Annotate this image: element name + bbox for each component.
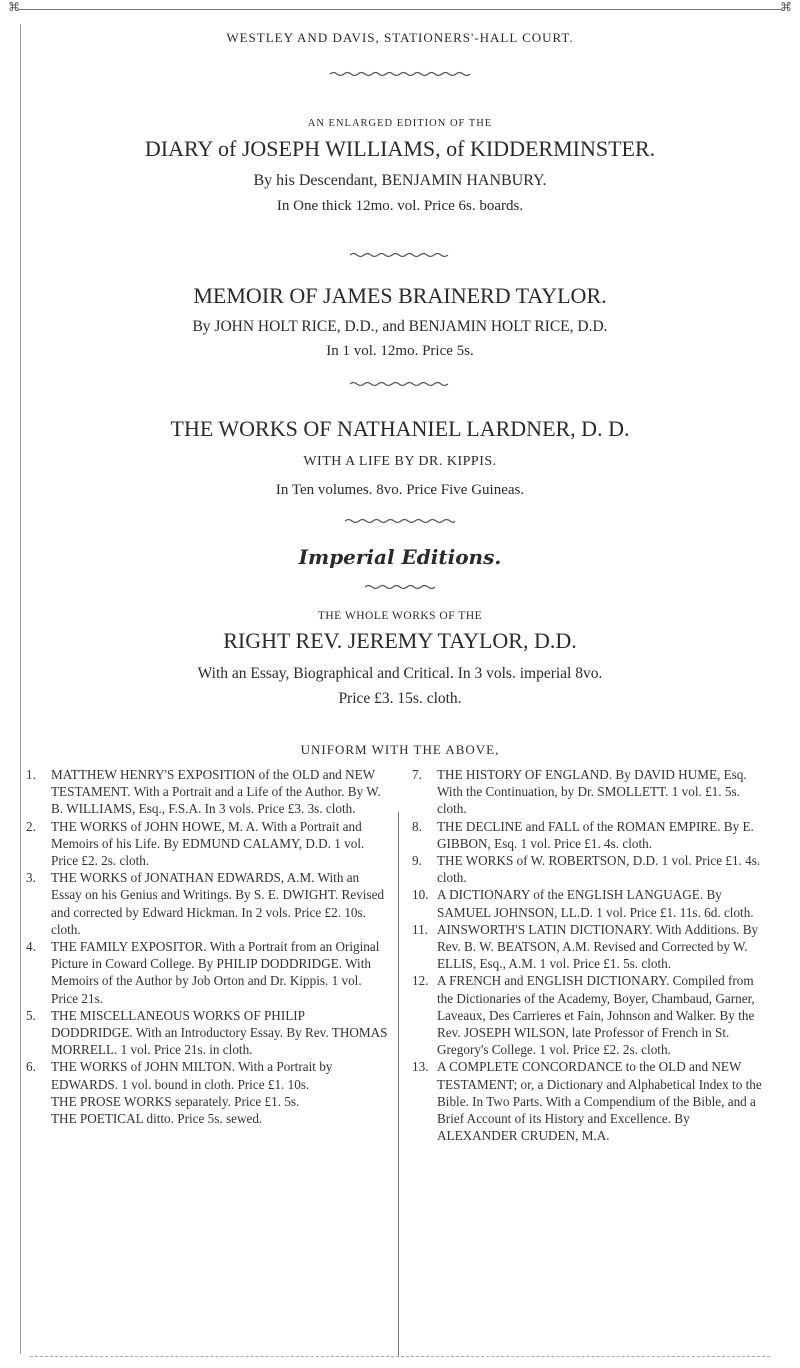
wavy-rule <box>345 518 455 524</box>
memoir-details: In 1 vol. 12mo. Price 5s. <box>326 343 474 359</box>
list-item: 3. THE WORKS of JONATHAN EDWARDS, A.M. With an Essay on his Genius and Writings. By S. E. DWIGHT. Revised and corrected by Edward Hickman. In 2 vols. Price £2. 10s. cloth. <box>26 870 385 937</box>
right-column <box>412 766 770 1144</box>
left-margin-line <box>20 24 21 1354</box>
list-item: 9. THE WORKS of W. ROBERTSON, D.D. 1 vol. Price £1. 4s. cloth. <box>412 853 761 886</box>
list-item: 4. THE FAMILY EXPOSITOR. With a Portrait from an Original Picture in Coward College. By PHILIP DODDRIDGE. With Memoirs of the Author by Job Orton and Dr. Kippis. 1 vol. Price 21s. <box>26 939 380 1006</box>
list-item-tail: THE PROSE WORKS separately. Price £1. 5s. <box>51 1093 300 1109</box>
list-item: 11. AINSWORTH'S LATIN DICTIONARY. With Additions. By Rev. B. W. BEATSON, A.M. Revised and Corrected by W. ELLIS, Esq., A.M. 1 vol. Price £1. 5s. cloth. <box>412 921 759 972</box>
list-item: 6. THE WORKS of JOHN MILTON. With a Portrait by EDWARDS. 1 vol. bound in cloth. Price £1. 10s. <box>26 1059 333 1092</box>
list-item: 10. A DICTIONARY of the ENGLISH LANGUAGE. By SAMUEL JOHNSON, LL.D. 1 vol. Price £1. 11s. 6d. cloth. <box>412 887 754 920</box>
wavy-rule <box>330 71 470 77</box>
memoir-title: MEMOIR OF JAMES BRAINERD TAYLOR. <box>193 283 607 308</box>
list-item: 8. THE DECLINE and FALL of the ROMAN EMPIRE. By E. GIBBON, Esq. 1 vol. Price £1. 4s. cloth. <box>412 818 754 851</box>
imperial-line2: Price £3. 15s. cloth. <box>338 690 462 707</box>
imperial-title: RIGHT REV. JEREMY TAYLOR, D.D. <box>223 628 577 653</box>
diary-byline: By his Descendant, BENJAMIN HANBURY. <box>253 172 547 189</box>
list-item: 1. MATTHEW HENRY'S EXPOSITION of the OLD and NEW TESTAMENT. With a Portrait and a Life of the Author. By W. B. WILLIAMS, Esq., F.S.A. In 3 vols. Price £3. 3s. cloth. <box>26 767 381 817</box>
lardner-title: THE WORKS OF NATHANIEL LARDNER, D. D. <box>170 416 630 441</box>
list-item-tail: THE POETICAL ditto. Price 5s. sewed. <box>51 1111 263 1127</box>
list-item: 12. A FRENCH and ENGLISH DICTIONARY. Compiled from the Dictionaries of the Academy, Boyer, Chambaud, Garner, Laveaux, Des Carrieres et Fain, Johnson and Walker. By the Rev. JOSEPH WILSON, late Professor of French in St. Gregory's College. 1 vol. Price £2. 2s. cloth. <box>412 973 755 1058</box>
lardner-sub: WITH A LIFE BY DR. KIPPIS. <box>303 454 497 469</box>
list-item: 5. THE MISCELLANEOUS WORKS OF PHILIP DODDRIDGE. With an Introductory Essay. By Rev. THOMAS MORRELL. 1 vol. Price 21s. in cloth. <box>26 1007 388 1058</box>
wavy-rule <box>350 252 450 258</box>
column-divider <box>398 812 399 1357</box>
list-item: 7. THE HISTORY OF ENGLAND. By DAVID HUME, Esq. With the Continuation, by Dr. SMOLLETT. 1 vol. £1. 5s. cloth. <box>412 767 747 817</box>
list-item: 2. THE WORKS of JOHN HOWE, M. A. With a Portrait and Memoirs of his Life. By EDMUND CALAMY, D.D. 1 vol. Price £2. 2s. cloth. <box>26 818 365 869</box>
diary-pre: AN ENLARGED EDITION OF THE <box>307 118 493 129</box>
left-column <box>26 766 388 1127</box>
corner-ornament-left: ⌘ <box>8 0 20 14</box>
imperial-pre: THE WHOLE WORKS OF THE <box>317 610 483 622</box>
corner-ornament-right: ⌘ <box>780 0 792 14</box>
uniform-note: UNIFORM WITH THE ABOVE, <box>300 742 500 757</box>
top-rule <box>18 9 782 10</box>
diary-details: In One thick 12mo. vol. Price 6s. boards. <box>276 198 524 214</box>
diary-title: DIARY of JOSEPH WILLIAMS, of KIDDERMINSTER. <box>144 136 656 161</box>
publisher-line: WESTLEY AND DAVIS, STATIONERS'-HALL COURT. <box>226 30 574 45</box>
wavy-rule <box>365 584 435 590</box>
memoir-byline: By JOHN HOLT RICE, D.D., and BENJAMIN HOLT RICE, D.D. <box>192 318 608 335</box>
wavy-rule <box>350 381 450 387</box>
imperial-heading: Imperial Editions. <box>298 545 502 569</box>
bottom-rule <box>30 1356 770 1357</box>
imperial-line1: With an Essay, Biographical and Critical. In 3 vols. imperial 8vo. <box>197 665 603 682</box>
list-item: 13. A COMPLETE CONCORDANCE to the OLD and NEW TESTAMENT; or, a Dictionary and Alphabetical Index to the Bible. In Two Parts. With a Compendium of the Bible, and a Brief Account of its History and Excellence. By ALEXANDER CRUDEN, M.A. <box>412 1059 762 1144</box>
lardner-details: In Ten volumes. 8vo. Price Five Guineas. <box>275 482 525 498</box>
